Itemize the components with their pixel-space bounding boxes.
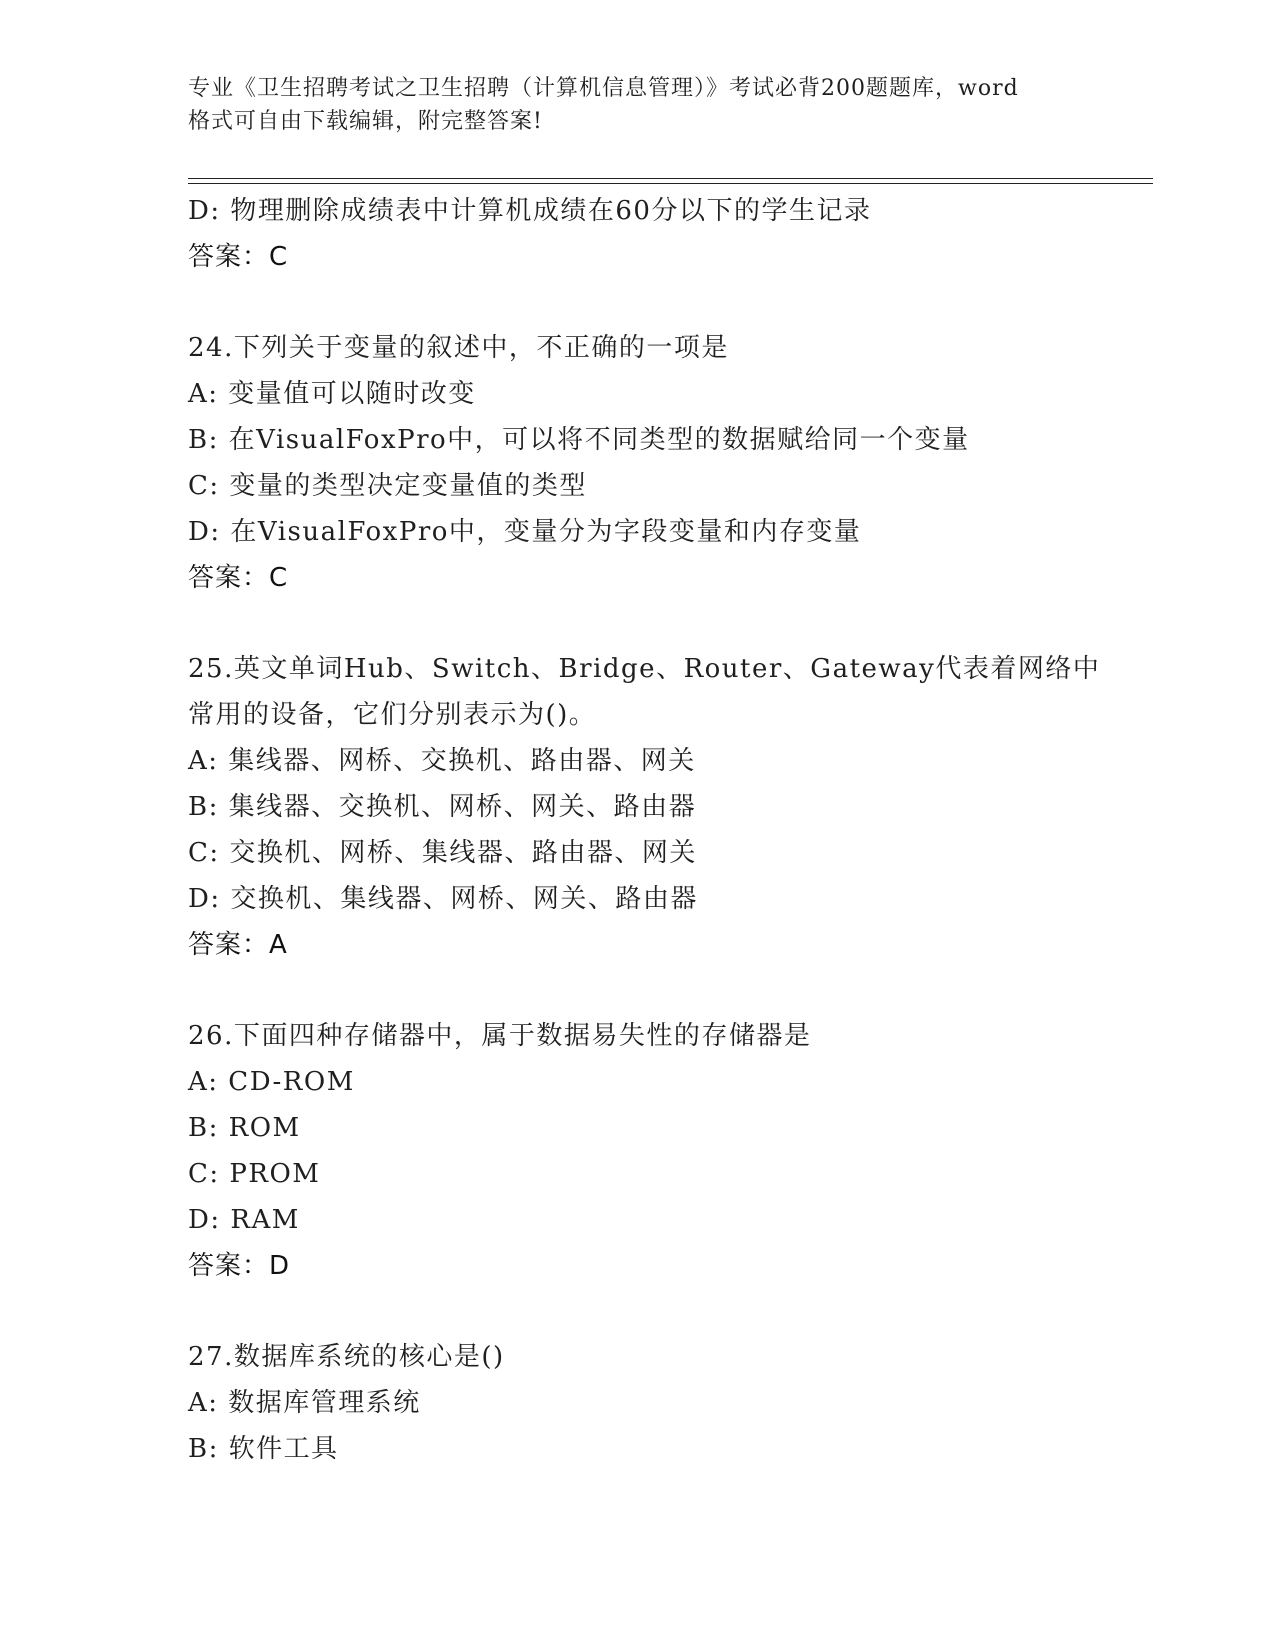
header-line-2: 格式可自由下载编辑，附完整答案! bbox=[188, 109, 543, 134]
question-stem: 27.数据库系统的核心是() bbox=[188, 1342, 505, 1372]
page-header bbox=[188, 72, 1088, 138]
answer-line: 答案：A bbox=[188, 930, 288, 960]
option-a: A: 变量值可以随时改变 bbox=[188, 379, 476, 409]
option-d: D: 物理删除成绩表中计算机成绩在60分以下的学生记录 bbox=[188, 196, 872, 226]
document-body bbox=[188, 188, 1148, 1472]
option-a: A: 数据库管理系统 bbox=[188, 1388, 421, 1418]
answer-line: 答案：D bbox=[188, 1251, 291, 1281]
option-b: B: 在VisualFoxPro中，可以将不同类型的数据赋给同一个变量 bbox=[188, 425, 970, 455]
header-rule-top bbox=[188, 178, 1153, 179]
header-rule-bottom bbox=[188, 183, 1153, 184]
question-stem: 24.下列关于变量的叙述中，不正确的一项是 bbox=[188, 333, 729, 363]
option-a: A: 集线器、网桥、交换机、路由器、网关 bbox=[188, 746, 696, 776]
spacer bbox=[188, 968, 1148, 1013]
option-c: C: 交换机、网桥、集线器、路由器、网关 bbox=[188, 838, 697, 868]
option-b: B: 软件工具 bbox=[188, 1434, 339, 1464]
question-24 bbox=[188, 325, 1148, 601]
question-stem: 26.下面四种存储器中，属于数据易失性的存储器是 bbox=[188, 1021, 812, 1051]
spacer bbox=[188, 601, 1148, 646]
option-d: D: RAM bbox=[188, 1205, 300, 1235]
answer-line: 答案：C bbox=[188, 563, 289, 593]
question-26 bbox=[188, 1013, 1148, 1289]
question-fragment bbox=[188, 188, 1148, 280]
option-c: C: PROM bbox=[188, 1159, 321, 1189]
option-c: C: 变量的类型决定变量值的类型 bbox=[188, 471, 587, 501]
option-a: A: CD-ROM bbox=[188, 1067, 355, 1097]
option-d: D: 在VisualFoxPro中，变量分为字段变量和内存变量 bbox=[188, 517, 862, 547]
question-27 bbox=[188, 1334, 1148, 1472]
answer-line: 答案：C bbox=[188, 242, 289, 272]
question-stem-continued: 常用的设备，它们分别表示为()。 bbox=[188, 700, 597, 730]
spacer bbox=[188, 280, 1148, 325]
option-b: B: 集线器、交换机、网桥、网关、路由器 bbox=[188, 792, 697, 822]
option-b: B: ROM bbox=[188, 1113, 301, 1143]
option-d: D: 交换机、集线器、网桥、网关、路由器 bbox=[188, 884, 698, 914]
spacer bbox=[188, 1289, 1148, 1334]
header-line-1: 专业《卫生招聘考试之卫生招聘（计算机信息管理）》考试必背200题题库，word bbox=[188, 76, 1019, 101]
question-stem: 25.英文单词Hub、Switch、Bridge、Router、Gateway代表着网络中 bbox=[188, 654, 1101, 684]
question-25 bbox=[188, 646, 1148, 968]
